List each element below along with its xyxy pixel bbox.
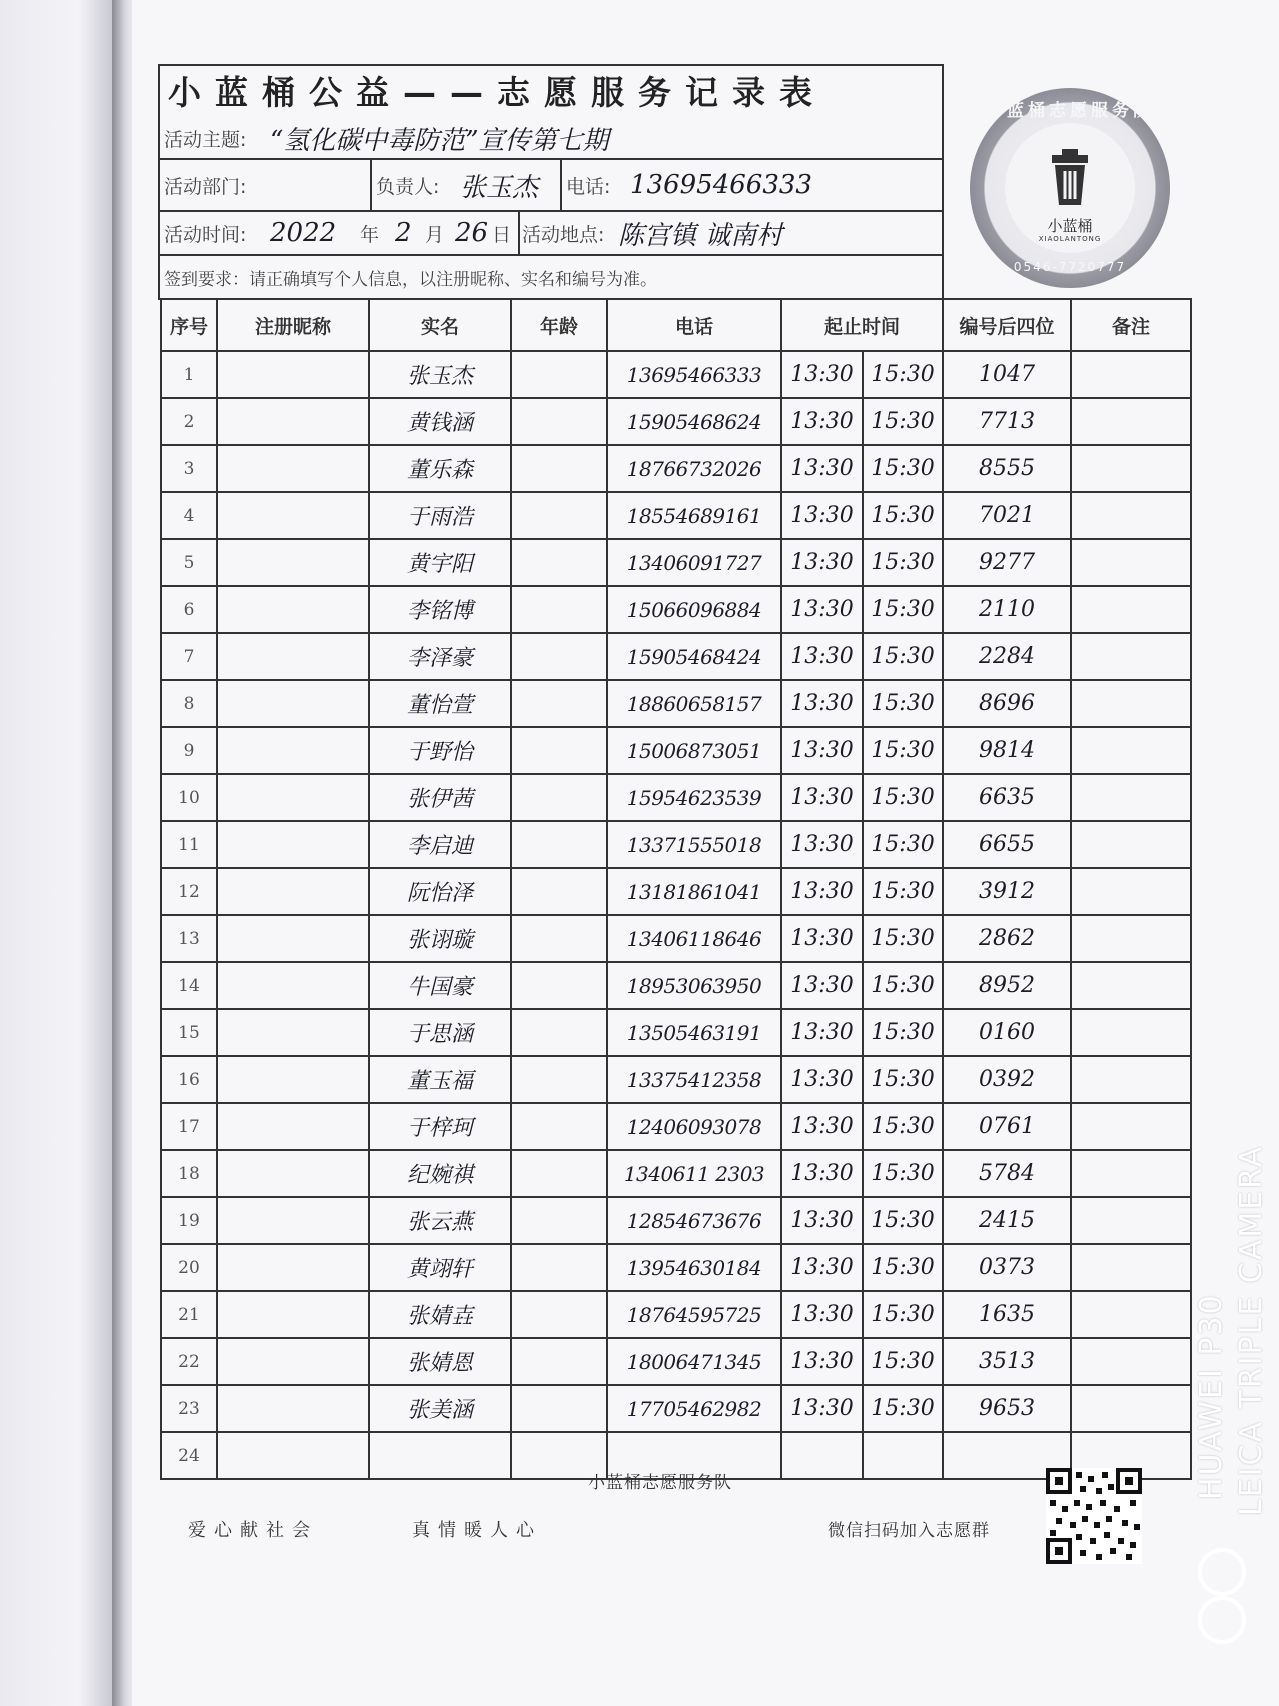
row-start-time: 13:30 [781, 492, 863, 539]
form-title: 小蓝桶公益——志愿服务记录表 [158, 64, 944, 118]
row-code: 2110 [943, 586, 1071, 633]
row-nickname [217, 351, 369, 398]
row-code: 0373 [943, 1244, 1071, 1291]
row-nickname [217, 586, 369, 633]
row-end-time: 15:30 [863, 1244, 943, 1291]
row-remark [1071, 915, 1191, 962]
row-realname: 黄宇阳 [369, 539, 511, 586]
col-remark: 备注 [1071, 299, 1191, 351]
row-phone: 17705462982 [607, 1385, 781, 1432]
row-realname: 张诩璇 [369, 915, 511, 962]
row-phone: 13406118646 [607, 915, 781, 962]
col-realname: 实名 [369, 299, 511, 351]
row-age [511, 398, 607, 445]
row-realname: 董怡萱 [369, 680, 511, 727]
row-nickname [217, 1338, 369, 1385]
row-realname: 李启迪 [369, 821, 511, 868]
row-age [511, 821, 607, 868]
row-end-time: 15:30 [863, 1338, 943, 1385]
row-realname: 董乐森 [369, 445, 511, 492]
row-index: 17 [161, 1103, 217, 1150]
row-code: 7021 [943, 492, 1071, 539]
row-nickname [217, 680, 369, 727]
table-row [161, 1103, 1191, 1150]
row-nickname [217, 1150, 369, 1197]
row-nickname [217, 1197, 369, 1244]
row-phone: 18766732026 [607, 445, 781, 492]
row-phone: 18554689161 [607, 492, 781, 539]
table-row [161, 1009, 1191, 1056]
row-code: 8555 [943, 445, 1071, 492]
dept-label: 活动部门: [164, 175, 247, 198]
table-row [161, 351, 1191, 398]
row-code: 6655 [943, 821, 1071, 868]
table-body [161, 351, 1191, 1479]
footer-slogan-left: 爱心献社会 [188, 1520, 318, 1541]
watermark-ring-icon [1198, 1596, 1246, 1644]
row-nickname [217, 492, 369, 539]
row-phone: 13695466333 [607, 351, 781, 398]
divider [370, 160, 372, 210]
row-realname: 于雨浩 [369, 492, 511, 539]
row-remark [1071, 962, 1191, 1009]
row-start-time: 13:30 [781, 774, 863, 821]
row-code: 5784 [943, 1150, 1071, 1197]
row-age [511, 915, 607, 962]
row-code: 0392 [943, 1056, 1071, 1103]
row-age [511, 1385, 607, 1432]
sign-in-table [160, 298, 1192, 1480]
row-end-time: 15:30 [863, 868, 943, 915]
row-realname: 于野怡 [369, 727, 511, 774]
row-age [511, 1056, 607, 1103]
row-end-time: 15:30 [863, 633, 943, 680]
row-code: 2284 [943, 633, 1071, 680]
row-remark [1071, 633, 1191, 680]
row-nickname [217, 1432, 369, 1479]
dept-row [158, 160, 944, 212]
row-phone: 15006873051 [607, 727, 781, 774]
row-code: 8952 [943, 962, 1071, 1009]
row-remark [1071, 492, 1191, 539]
row-age [511, 445, 607, 492]
left-page [0, 0, 112, 1706]
row-remark [1071, 1009, 1191, 1056]
row-index: 11 [161, 821, 217, 868]
row-age [511, 633, 607, 680]
row-code: 2862 [943, 915, 1071, 962]
row-realname: 李铭博 [369, 586, 511, 633]
row-code: 6635 [943, 774, 1071, 821]
row-index: 13 [161, 915, 217, 962]
row-nickname [217, 445, 369, 492]
row-index: 10 [161, 774, 217, 821]
stamp-sub: XIAOLANTONG [1038, 235, 1102, 243]
row-end-time: 15:30 [863, 398, 943, 445]
row-nickname [217, 727, 369, 774]
row-realname: 于梓珂 [369, 1103, 511, 1150]
row-nickname [217, 1291, 369, 1338]
row-end-time: 15:30 [863, 351, 943, 398]
table-row [161, 962, 1191, 1009]
col-age: 年龄 [511, 299, 607, 351]
row-age [511, 680, 607, 727]
phone-value: 13695466333 [630, 170, 812, 200]
row-age [511, 492, 607, 539]
row-index: 20 [161, 1244, 217, 1291]
row-remark [1071, 1197, 1191, 1244]
row-remark [1071, 1244, 1191, 1291]
row-end-time: 15:30 [863, 1385, 943, 1432]
footer-qr-text: 微信扫码加入志愿群 [828, 1521, 990, 1541]
row-code: 3912 [943, 868, 1071, 915]
trash-bin-icon [1005, 123, 1135, 213]
row-phone: 13505463191 [607, 1009, 781, 1056]
row-index: 18 [161, 1150, 217, 1197]
row-remark [1071, 1291, 1191, 1338]
row-nickname [217, 915, 369, 962]
row-end-time: 15:30 [863, 1150, 943, 1197]
divider [518, 212, 520, 254]
row-remark [1071, 1103, 1191, 1150]
row-remark [1071, 727, 1191, 774]
row-index: 2 [161, 398, 217, 445]
table-row [161, 492, 1191, 539]
row-realname: 张玉杰 [369, 351, 511, 398]
row-realname: 张美涵 [369, 1385, 511, 1432]
table-row [161, 633, 1191, 680]
row-realname: 于思涵 [369, 1009, 511, 1056]
table-row [161, 445, 1191, 492]
row-code: 9653 [943, 1385, 1071, 1432]
row-nickname [217, 868, 369, 915]
row-index: 19 [161, 1197, 217, 1244]
row-start-time: 13:30 [781, 962, 863, 1009]
row-age [511, 1291, 607, 1338]
table-row [161, 680, 1191, 727]
row-realname: 黄钱涵 [369, 398, 511, 445]
row-index: 12 [161, 868, 217, 915]
table-row [161, 1244, 1191, 1291]
row-code: 3513 [943, 1338, 1071, 1385]
row-realname: 张婧壵 [369, 1291, 511, 1338]
col-index: 序号 [161, 299, 217, 351]
row-phone: 15905468624 [607, 398, 781, 445]
row-phone: 13375412358 [607, 1056, 781, 1103]
row-age [511, 1009, 607, 1056]
row-phone: 15066096884 [607, 586, 781, 633]
row-start-time: 13:30 [781, 1150, 863, 1197]
table-row [161, 868, 1191, 915]
row-start-time: 13:30 [781, 821, 863, 868]
watermark-model: HUAWEI P30 [1194, 1293, 1229, 1500]
row-phone: 13954630184 [607, 1244, 781, 1291]
row-start-time: 13:30 [781, 915, 863, 962]
row-index: 21 [161, 1291, 217, 1338]
col-time: 起止时间 [781, 299, 943, 351]
row-index: 6 [161, 586, 217, 633]
row-phone: 13406091727 [607, 539, 781, 586]
row-index: 16 [161, 1056, 217, 1103]
row-end-time [863, 1432, 943, 1479]
row-remark [1071, 821, 1191, 868]
row-remark [1071, 1385, 1191, 1432]
row-remark [1071, 774, 1191, 821]
row-realname: 黄翊轩 [369, 1244, 511, 1291]
place-label: 活动地点: [522, 223, 605, 246]
time-label: 活动时间: [164, 223, 247, 246]
notice-text: 签到要求：请正确填写个人信息，以注册昵称、实名和编号为准。 [164, 269, 657, 290]
row-index: 22 [161, 1338, 217, 1385]
table-row [161, 774, 1191, 821]
row-end-time: 15:30 [863, 1056, 943, 1103]
row-end-time: 15:30 [863, 915, 943, 962]
leader-value: 张玉杰 [460, 172, 539, 203]
stamp-center [1005, 123, 1135, 253]
row-end-time: 15:30 [863, 962, 943, 1009]
row-code: 1047 [943, 351, 1071, 398]
row-start-time: 13:30 [781, 1385, 863, 1432]
time-row [158, 212, 944, 256]
row-start-time: 13:30 [781, 445, 863, 492]
qr-code [1046, 1468, 1142, 1564]
row-end-time: 15:30 [863, 539, 943, 586]
leader-label: 负责人: [376, 175, 440, 198]
row-age [511, 774, 607, 821]
table-row [161, 539, 1191, 586]
row-phone: 15905468424 [607, 633, 781, 680]
stamp-phone: 0546-7720777 [1013, 260, 1127, 274]
row-end-time: 15:30 [863, 774, 943, 821]
row-code: 9814 [943, 727, 1071, 774]
row-age [511, 1338, 607, 1385]
row-code: 7713 [943, 398, 1071, 445]
row-code: 2415 [943, 1197, 1071, 1244]
row-code: 0160 [943, 1009, 1071, 1056]
row-end-time: 15:30 [863, 727, 943, 774]
time-year: 2022 [270, 218, 337, 248]
col-phone: 电话 [607, 299, 781, 351]
row-remark [1071, 539, 1191, 586]
row-nickname [217, 398, 369, 445]
row-end-time: 15:30 [863, 1291, 943, 1338]
row-remark [1071, 1056, 1191, 1103]
row-start-time: 13:30 [781, 1244, 863, 1291]
row-index: 5 [161, 539, 217, 586]
row-age [511, 586, 607, 633]
row-age [511, 1197, 607, 1244]
row-phone: 15954623539 [607, 774, 781, 821]
row-phone: 18953063950 [607, 962, 781, 1009]
row-remark [1071, 868, 1191, 915]
row-index: 14 [161, 962, 217, 1009]
row-nickname [217, 962, 369, 1009]
row-end-time: 15:30 [863, 1197, 943, 1244]
row-age [511, 962, 607, 1009]
row-start-time: 13:30 [781, 868, 863, 915]
day-char: 日 [492, 223, 512, 246]
divider [560, 160, 562, 210]
row-phone: 18006471345 [607, 1338, 781, 1385]
row-age [511, 1150, 607, 1197]
row-start-time: 13:30 [781, 680, 863, 727]
footer-slogan-right: 真情暖人心 [412, 1520, 542, 1541]
row-realname: 张婧恩 [369, 1338, 511, 1385]
row-end-time: 15:30 [863, 680, 943, 727]
row-start-time: 13:30 [781, 1338, 863, 1385]
row-start-time: 13:30 [781, 1009, 863, 1056]
month-char: 月 [425, 223, 445, 246]
row-start-time: 13:30 [781, 351, 863, 398]
qr-code-icon [1046, 1468, 1142, 1564]
row-start-time: 13:30 [781, 633, 863, 680]
row-realname: 牛国豪 [369, 962, 511, 1009]
row-index: 7 [161, 633, 217, 680]
row-nickname [217, 1385, 369, 1432]
row-phone: 18764595725 [607, 1291, 781, 1338]
row-realname: 阮怡泽 [369, 868, 511, 915]
row-start-time: 13:30 [781, 398, 863, 445]
row-realname: 李泽豪 [369, 633, 511, 680]
row-index: 3 [161, 445, 217, 492]
table-row [161, 1338, 1191, 1385]
row-nickname [217, 821, 369, 868]
row-start-time: 13:30 [781, 1056, 863, 1103]
row-index: 8 [161, 680, 217, 727]
row-end-time: 15:30 [863, 821, 943, 868]
row-start-time: 13:30 [781, 1197, 863, 1244]
row-phone: 13181861041 [607, 868, 781, 915]
table-row [161, 1385, 1191, 1432]
row-remark [1071, 445, 1191, 492]
row-age [511, 1103, 607, 1150]
team-stamp [970, 88, 1170, 288]
place-value: 陈宫镇 诚南村 [618, 220, 783, 251]
row-index: 23 [161, 1385, 217, 1432]
row-start-time: 13:30 [781, 539, 863, 586]
row-index: 9 [161, 727, 217, 774]
table-row [161, 1150, 1191, 1197]
row-nickname [217, 633, 369, 680]
row-end-time: 15:30 [863, 1103, 943, 1150]
row-age [511, 539, 607, 586]
row-start-time: 13:30 [781, 1103, 863, 1150]
row-nickname [217, 1056, 369, 1103]
stamp-title: 小蓝桶志愿服务队 [986, 101, 1154, 121]
row-index: 24 [161, 1432, 217, 1479]
col-nickname: 注册昵称 [217, 299, 369, 351]
row-nickname [217, 774, 369, 821]
row-end-time: 15:30 [863, 586, 943, 633]
row-nickname [217, 1244, 369, 1291]
row-index: 4 [161, 492, 217, 539]
row-start-time: 13:30 [781, 1291, 863, 1338]
table-row [161, 586, 1191, 633]
table-row [161, 1197, 1191, 1244]
watermark-ring-icon [1198, 1548, 1246, 1596]
row-phone: 13371555018 [607, 821, 781, 868]
row-code: 9277 [943, 539, 1071, 586]
row-age [511, 351, 607, 398]
theme-label: 活动主题: [164, 128, 247, 151]
row-phone: 12406093078 [607, 1103, 781, 1150]
row-realname: 张云燕 [369, 1197, 511, 1244]
row-remark [1071, 586, 1191, 633]
row-phone: 1340611 2303 [607, 1150, 781, 1197]
table-row [161, 398, 1191, 445]
row-end-time: 15:30 [863, 445, 943, 492]
row-end-time: 15:30 [863, 492, 943, 539]
phone-label: 电话: [566, 175, 611, 198]
time-month: 2 [395, 218, 412, 248]
row-realname [369, 1432, 511, 1479]
stamp-brand: 小蓝桶 [1047, 217, 1093, 235]
row-phone: 18860658157 [607, 680, 781, 727]
row-code: 8696 [943, 680, 1071, 727]
row-phone: 12854673676 [607, 1197, 781, 1244]
row-age [511, 727, 607, 774]
table-row [161, 821, 1191, 868]
table-row [161, 1291, 1191, 1338]
row-age [511, 868, 607, 915]
row-nickname [217, 539, 369, 586]
table-row [161, 915, 1191, 962]
notice-row [158, 256, 944, 300]
footer-team: 小蓝桶志愿服务队 [588, 1473, 732, 1493]
table-row [161, 727, 1191, 774]
theme-value: “氢化碳中毒防范”宣传第七期 [270, 125, 609, 156]
row-code: 0761 [943, 1103, 1071, 1150]
row-remark [1071, 1338, 1191, 1385]
row-end-time: 15:30 [863, 1009, 943, 1056]
watermark-camera: LEICA TRIPLE CAMERA [1234, 1144, 1269, 1516]
row-remark [1071, 398, 1191, 445]
row-nickname [217, 1009, 369, 1056]
row-index: 1 [161, 351, 217, 398]
row-code: 1635 [943, 1291, 1071, 1338]
row-nickname [217, 1103, 369, 1150]
row-realname: 张伊茜 [369, 774, 511, 821]
row-remark [1071, 351, 1191, 398]
table-header [161, 299, 1191, 351]
row-realname: 纪婉祺 [369, 1150, 511, 1197]
row-remark [1071, 1150, 1191, 1197]
row-index: 15 [161, 1009, 217, 1056]
time-day: 26 [455, 218, 489, 248]
year-char: 年 [360, 223, 380, 246]
row-start-time: 13:30 [781, 727, 863, 774]
row-remark [1071, 680, 1191, 727]
row-start-time: 13:30 [781, 586, 863, 633]
row-age [511, 1244, 607, 1291]
table-row [161, 1056, 1191, 1103]
row-realname: 董玉福 [369, 1056, 511, 1103]
row-start-time [781, 1432, 863, 1479]
book-spine [112, 0, 134, 1706]
theme-row [158, 118, 944, 160]
col-code: 编号后四位 [943, 299, 1071, 351]
